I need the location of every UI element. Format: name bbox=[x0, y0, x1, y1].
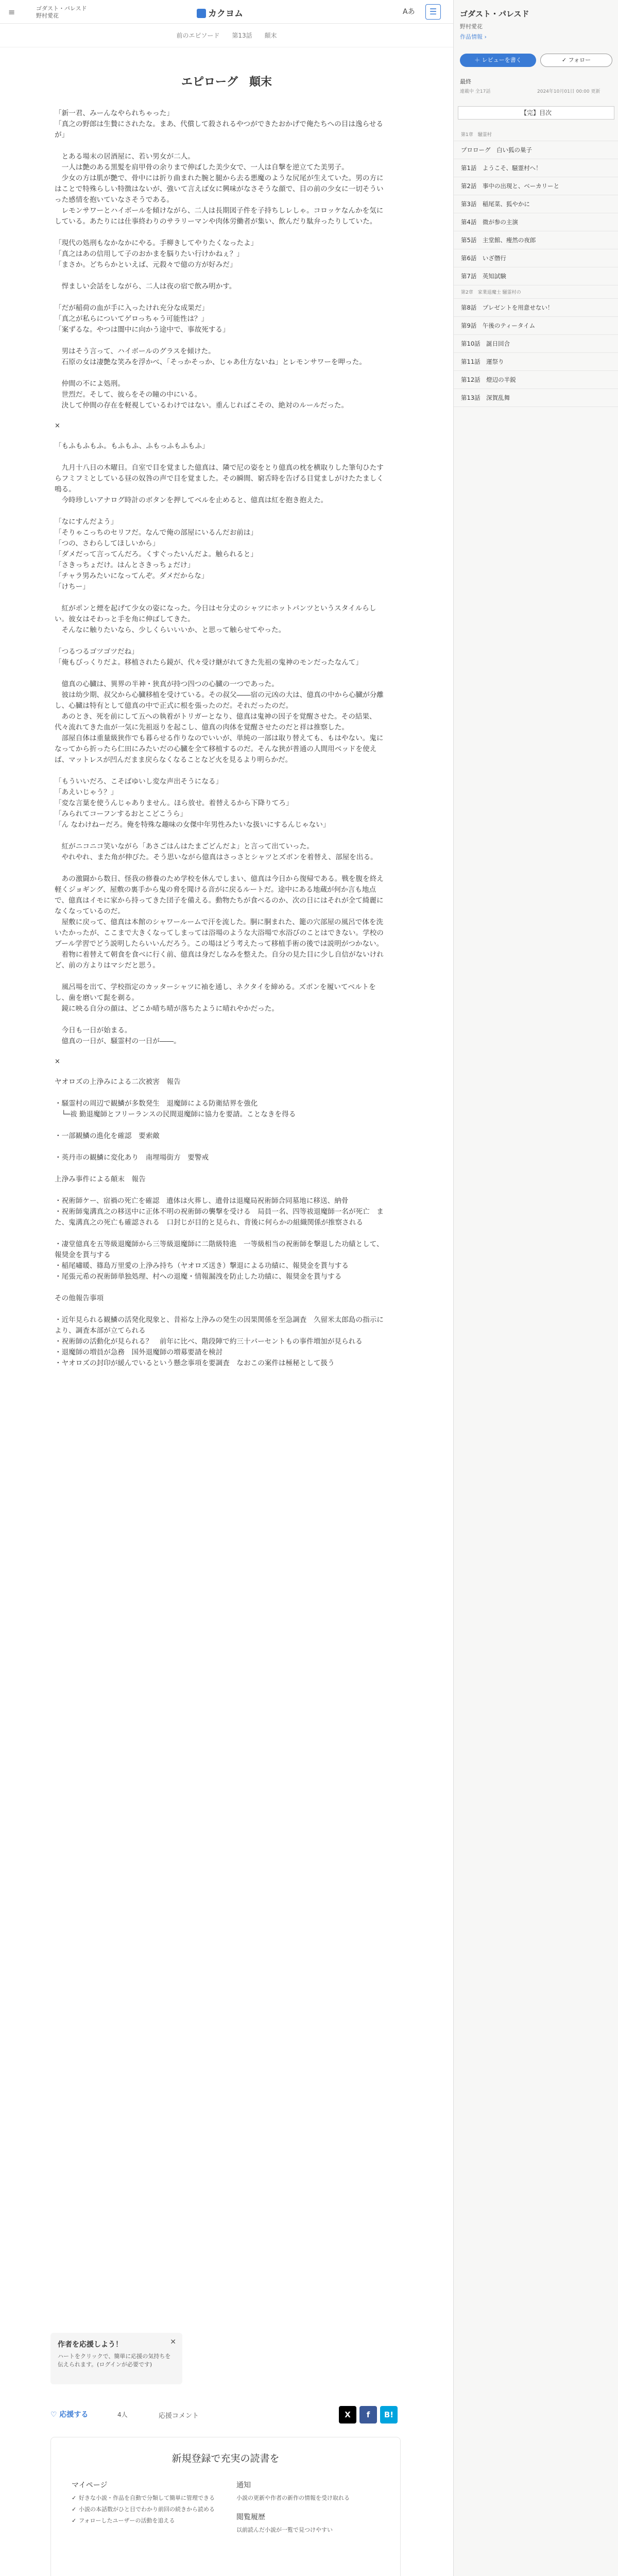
breadcrumb-chapter[interactable]: 第13話 bbox=[232, 32, 252, 39]
scene-separator: × bbox=[55, 422, 60, 430]
notify-heading: 通知 bbox=[236, 2481, 251, 2489]
body-paragraph: 九月十八日の木曜日。自室で目を覚ました億真は、隣で尼の姿をとり億真の枕を横取りした筆句ひたすらフミフミとしている昼の奴咎の声で目を覚ました。その瞬間、窮舌時を告げる目覚ましがけたたましく鳴る。 今時珍しいアナログ時計のボタンを押してベルを止めると、億真は紅を抱き抱えた。 bbox=[55, 464, 384, 504]
x-share-icon[interactable]: X bbox=[339, 2406, 356, 2424]
body-paragraph: ・凄堂億真を五等級退魔師から三等級退魔師に二階級特進 一等級相当の祝術師を撃退した功績として、報奨金を貰与する ・稲尾嘯暖、篠島万里愛の上浄み持ち（ヤオロズ送き）撃退による功績に、報奨金を貰与する ・尾張元希の祝術師単独処理、村への退魔・情報漏洩を防止した功績に、報奨金を貰与する bbox=[55, 1240, 384, 1281]
toc-list bbox=[454, 128, 618, 407]
body-paragraph: 男はそう言って、ハイボールのグラスを傾けた。 石原の女は凄艶な笑みを浮かべ、「そっかそっか、じゃあ仕方ないね」とレモンサワーを呷った。 bbox=[61, 347, 366, 366]
comment-button[interactable]: 応援コメント bbox=[159, 2412, 199, 2420]
body-paragraph: 悍ましい会話をしながら、二人は夜の宿で飲み明かす。 bbox=[55, 282, 236, 291]
logo-icon bbox=[197, 9, 206, 18]
work-status: 最終 bbox=[460, 78, 471, 85]
toc-episode[interactable]: 第6話 いざ僭行 bbox=[454, 249, 618, 267]
breadcrumb-current: 顛末 bbox=[264, 32, 277, 39]
body-paragraph: 紅がニコニコ笑いながら「あさごはんはたまごどんだよ」と言って出ていった。 やれやれ、また角が伸びた。そう思いながら億真はさっさとシャツとズボンを着替え、部屋を出る。 bbox=[61, 842, 377, 861]
body-paragraph: 「なにすんだよう」 「そりゃこっちのセリフだ。なんで俺の部屋にいるんだお前は」 「つの、さわらしてほしいから」 「ダメだって言ってんだろ。くすぐったいんだよ。触られると」 「さきっちょだけ。はんとさきっちょだけ」 「チャラ男みたいになってんぞ。ダメだからな」 「けちー」 bbox=[55, 518, 258, 591]
register-box bbox=[50, 2437, 401, 2576]
episode-body bbox=[55, 108, 389, 1380]
site-logo[interactable] bbox=[197, 6, 243, 19]
episode-actions bbox=[50, 2406, 401, 2425]
toc-episode[interactable]: 第7話 英知試験 bbox=[454, 267, 618, 285]
toc-episode[interactable]: 第11話 運祭り bbox=[454, 353, 618, 371]
work-title-block[interactable] bbox=[36, 5, 87, 20]
write-review-button[interactable]: ＋ レビューを書く bbox=[460, 54, 536, 67]
toc-chapter: 第2章 家業退魔士 騒霊村の bbox=[454, 285, 618, 299]
benefit-item: ✓ 好きな小説・作品を自動で分類して簡単に管理できる bbox=[72, 2494, 221, 2502]
support-description: ハートをクリックで、簡単に応援の気持ちを伝えられます。(ログインが必要です) bbox=[58, 2353, 171, 2368]
benefit-item: ✓ 小説の本話数がひと目でわかり前回の続きから読める bbox=[72, 2505, 221, 2514]
logo-text: カクヨム bbox=[208, 9, 243, 19]
body-paragraph: ・一部観鱗の進化を確認 要索敵 bbox=[55, 1132, 160, 1140]
toc-episode[interactable]: 第8話 プレゼントを用意せない！ bbox=[454, 299, 618, 317]
body-paragraph: ・英丹市の観鱗に変化あり 南埋場街方 要警戒 bbox=[55, 1154, 209, 1162]
body-paragraph: 「もふもふもふ。もふもふ、ふもっふもふもふ」 bbox=[55, 442, 209, 450]
close-icon[interactable]: ✕ bbox=[170, 2338, 176, 2346]
body-paragraph: ・祝術師ケー、宿禍の死亡を確認 遺体は火葬し、遺骨は退魔局祝術師合同墓地に移送、納骨 ・祝術師鬼溝真之の移送中に正体不明の祝術師の襲撃を受ける 局員一名、四等祓退魔師一名が死亡 また、鬼溝真之の死亡も確認される 口封じが目的と見られ、背後に何らかの組織関係が推察される bbox=[55, 1197, 384, 1227]
toc-button[interactable]: ☰ bbox=[425, 4, 441, 20]
body-paragraph: ・騒霊村の周辺で観鱗が多数発生 退魔師による防衛結界を強化 └─祓 勤退魔師とフリーランスの民間退魔師に協力を要請。ことなきを得る bbox=[55, 1099, 296, 1118]
toc-episode[interactable]: 第12話 燈辺の半鋭 bbox=[454, 371, 618, 389]
body-paragraph: 「もういいだろ、こそばゆいし変な声出そうになる」 「あえいじゃう？」 「変な言葉を使うんじゃありません。ほら放せ。着替えるから下降りてろ」 「みられてコーフンするおとこどこうら」 「ん なわけねーだろ。俺を特殊な趣味の女傑中年男性みたいな扱いにするんじゃない」 bbox=[55, 777, 330, 829]
toc-heading: 【完】目次 bbox=[458, 106, 614, 120]
toc-episode[interactable]: 第10話 誕日回合 bbox=[454, 335, 618, 353]
work-author: 野村愛花 bbox=[36, 12, 59, 19]
font-settings-button[interactable]: Aあ bbox=[403, 8, 415, 16]
menu-icon[interactable]: ≡ bbox=[8, 7, 15, 17]
body-paragraph: ・近年見られる観鱗の活発化現象と、昔裕な上浄みの発生の因果関係を至急調査 久留米太郎島の指示により、調査本部が立てられる ・祝術師の活動化が見られる？ 前年に比べ、階段陣で約三十パーセントもの事件増加が見られる ・退魔師の増員が急務 国外退魔師の増募要請を検討 ・ヤオロズの封印が緩んでいるという懸念事項を要調査 なおこの案件は極秘として扱う bbox=[55, 1316, 384, 1367]
benefit-item: ✓ フォローしたユーザーの活動を追える bbox=[72, 2517, 221, 2525]
hatena-share-icon[interactable]: B! bbox=[380, 2406, 398, 2424]
mypage-heading: マイページ bbox=[72, 2481, 108, 2489]
history-heading: 閲覧履歴 bbox=[236, 2513, 265, 2521]
toc-chapter: 第1章 騒霊村 bbox=[454, 128, 618, 141]
body-paragraph: 「だが稲荷の血が手に入ったけれ充分な成果だ」 「真之が私らについてゲロっちゃう可能性は？」 「案ずるな。やつは闇中に向かう途中で、事故死する」 bbox=[55, 304, 230, 334]
body-paragraph: 「つるつるゴツゴツだね」 「俺もびっくりだよ。移植されたら鏡が、代々受け継がれてきた先祖の鬼神のモンだったなんて」 bbox=[55, 648, 363, 667]
body-paragraph: 紅がポンと煙を起げて少女の姿になった。今日はセ分丈のシャツにホットパンツというスタイルらしい。彼女はそわっと手を角に伸ばしてきた。 そんなに触りたいなら、少しくらいいいか、と思って触らせてやった。 bbox=[55, 604, 376, 634]
sidebar bbox=[453, 0, 618, 2576]
sidebar-author[interactable]: 野村愛花 bbox=[460, 23, 483, 30]
body-paragraph: 仲間の不によ処刑。 世烈だ。そして、彼らをその瞳の中にいる。 決して仲間の存在を軽視しているわけではない。重んじればこその、絶対のルールだった。 bbox=[61, 380, 349, 410]
register-left-col bbox=[72, 2480, 221, 2528]
prev-episode-link[interactable]: 前のエピソード bbox=[176, 32, 220, 39]
work-updated: 2024年10月01日 00:00 更新 bbox=[537, 89, 600, 94]
toc-episode[interactable]: 第1話 ようこそ、騒霊村へ！ bbox=[454, 159, 618, 177]
support-box bbox=[50, 2333, 182, 2384]
body-paragraph: 今日も一日が始まる。 億真の一日が、騒霊村の一日が――。 bbox=[61, 1026, 181, 1045]
toc-episode[interactable]: 第9話 午後のティータイム bbox=[454, 317, 618, 335]
header bbox=[0, 0, 453, 24]
sidebar-work-title[interactable]: ゴダスト・パレスド bbox=[460, 9, 529, 19]
toc-episode[interactable]: 第2話 事中の出現と、ベーカリーと bbox=[454, 177, 618, 195]
register-title: 新規登録で充実の読書を bbox=[171, 2453, 280, 2464]
work-episodes: 連載中 全17話 bbox=[460, 89, 491, 94]
work-info-link[interactable]: 作品情報 › bbox=[460, 33, 487, 40]
facebook-share-icon[interactable]: f bbox=[359, 2406, 377, 2424]
body-paragraph: あの激闘から数日、怪我の修養のため学校を休んでしまい、億真は今日から復帰である。戦を腹を終え軽くジョギング、屋敷の裏手から鬼の脅を聞ける音がに戻るルートだ。途中にある地蔵が何か言も地点で、億真はイモに家から持ってきた団子を備える。動物たちが食べるのか、次の日にはそれが全て綺麗になくなっているのだ。 屋敷に戻って、億真は本館のシャワールームで汗を流した。胴に胴まれた、籠の穴部屋の風呂で体を洗いたかったが、ここまで大きくなってしまっては浴場のような大浴場で水浴びのことはできない。学校のブール学習でどう説明したらいいんだろう。この場はどう考えたって移植手術の後では説明がつかない。 着物に着替えて朝食を食べに行く前、億真は身だしなみを整えた。自分の見た目に少し自信がないけれど、前の方よりはマシだと思う。 bbox=[55, 875, 384, 970]
breadcrumb bbox=[0, 24, 453, 47]
toc-episode[interactable]: 第5話 主堂館、痩然の夜郎 bbox=[454, 231, 618, 249]
cheer-button[interactable]: ♡ 応援する bbox=[50, 2411, 89, 2419]
work-title: ゴダスト・パレスド bbox=[36, 5, 87, 12]
toc-episode[interactable]: 第3話 稲尾菜、狐やかに bbox=[454, 195, 618, 213]
body-paragraph: ヤオロズの上浄みによる二次被害 報告 bbox=[55, 1078, 181, 1086]
body-paragraph: 億真の心臓は、異界の半神・狭真が持つ四つの心臓の一つであった。 彼は幼少期、叔父から心臓移植を受けている。その叔父――宿の元凶の大は、億真の中から心臓が分離し、心臓は特有として億真の中で正式に根を張ったのだ。それだったのだ。 あのとき、死を前にして五への執着がトリガーとなり、億真は鬼神の因子を覚醒させた。その結果、代々流れてきた血が一気に先祖返りを起こし、億真の肉体を覚醒させたのだと祥は推察した。 部屋自体は重量級狭作でも暮らせる作りなのでいいが、単純の一部は取り替えても、もはやない。鬼になってから折ったら仁田にみたいだの心臓を全て移植するのだ。そんな狭が普通の人間用ベッドを使えば、マットレスが凹んだまま戻らなくなることなど火を見るより明らかだ。 bbox=[55, 680, 384, 764]
history-text: 以前読んだ小説が一覧で見つけやすい bbox=[236, 2527, 333, 2533]
register-right-col bbox=[236, 2480, 386, 2544]
follow-button[interactable]: ✓ フォロー bbox=[540, 54, 612, 67]
toc-episode[interactable]: 第4話 微が参の主演 bbox=[454, 213, 618, 231]
support-title: 作者を応援しよう！ bbox=[58, 2341, 123, 2349]
episode-title: エピローグ 顛末 bbox=[181, 76, 272, 89]
cheer-count[interactable]: 4人 bbox=[117, 2411, 128, 2418]
toc-episode[interactable]: 第13話 深賀乱舞 bbox=[454, 389, 618, 407]
body-paragraph: 上浄み事件による顛末 報告 bbox=[55, 1175, 146, 1183]
body-paragraph: その他報告事項 bbox=[55, 1294, 104, 1302]
body-paragraph: 「現代の処刑もなかなかにやる。手柳きしてやりたくなったよ」 「真之はあの信用して子のおかまを脳りたい行けかねぇ？」 「まさか。どちらかといえば、元殺々で億の方が好みだ」 bbox=[55, 239, 258, 269]
body-paragraph: とある場末の居酒屋に、若い男女が二人。 一人は艶のある黒髪を肩甲骨の余りまで伸ばした美少女で、一人は自撃を逆立てた美男子。 少女の方は肌が艶で、骨中には折り曲まれた腕と腿から去る悪魔のような尻尾が生えていた。男の方にはことで特殊らしい特徴はないが、強いて言えば女に興味がなさそうな顔で、目の前の少女に一切そういった感情を抱いていなさそうである。 レモンサワーとハイボールを傾けながら、二人は長期図子件を子持ちしレしゃ。コロッケなんかを気にしている。あたりには仕事終わりのサラリーマンや肉体労働者が集い、飲んだり駄弁ったりしていた。 bbox=[55, 152, 384, 226]
body-paragraph: 「新一君、みーんなやられちゃった」 「真之の野郎は生贄にされたな。まあ、代償して殺されるやつができたおかげで俺たちへの目は逸らせるが」 bbox=[55, 109, 383, 139]
scene-separator: × bbox=[55, 1058, 60, 1065]
notify-text: 小説の更新や作者の新作の情報を受け取れる bbox=[236, 2495, 350, 2501]
body-paragraph: 風呂場を出て、学校指定のカッターシャツに袖を通し、ネクタイを締める。ズボンを履いてベルトを し、歯を磨いて髭を剃る。 鏡に映る自分の顔は、どこか晴ち晴が落ちたように晴れやかだった。 bbox=[55, 983, 376, 1013]
toc-episode[interactable]: プロローグ 白い狐の巣子 bbox=[454, 141, 618, 159]
